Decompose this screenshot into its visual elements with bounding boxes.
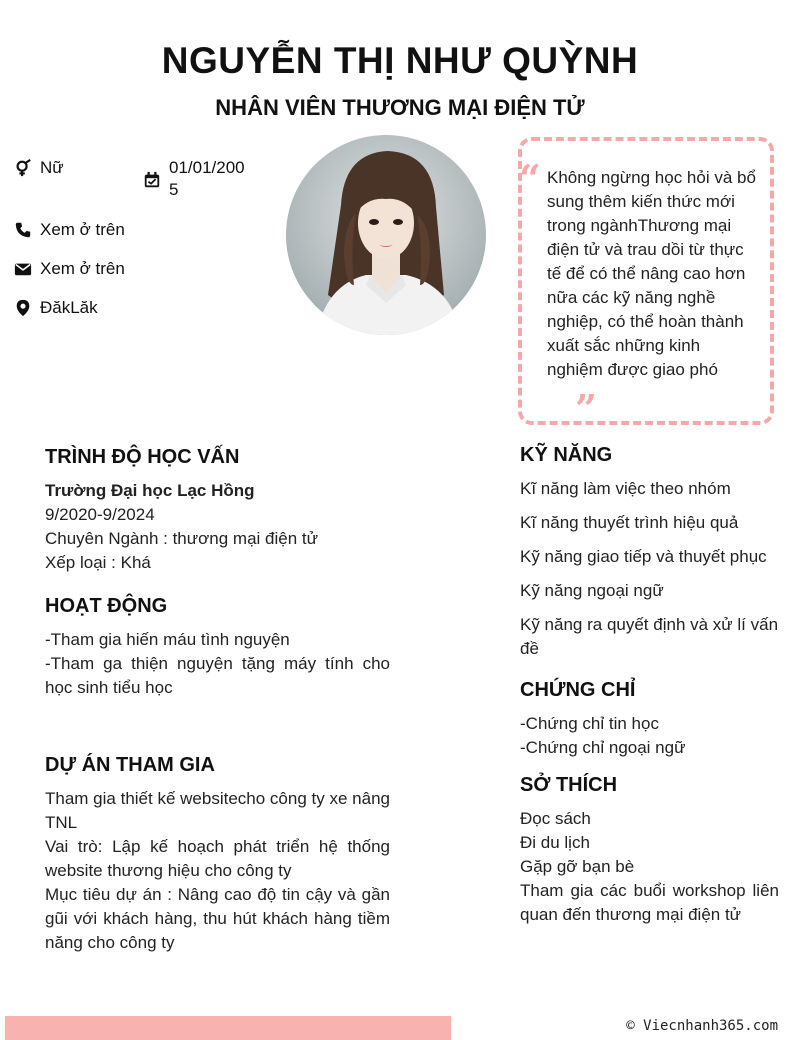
location-row [14, 297, 98, 319]
copyright-text: © Viecnhanh365.com [626, 1018, 778, 1034]
phone-icon [14, 221, 32, 239]
certificate-item: -Chứng chỉ ngoại ngữ [520, 738, 686, 757]
education-heading: TRÌNH ĐỘ HỌC VẤN [45, 446, 240, 468]
job-title: NHÂN VIÊN THƯƠNG MẠI ĐIỆN TỬ [215, 95, 585, 120]
skill-item: Kĩ năng thuyết trình hiệu quả [520, 513, 739, 532]
skills-list [520, 477, 779, 661]
certificates-heading: CHỨNG CHỈ [520, 679, 636, 701]
phone-row [14, 219, 125, 241]
hobby-item: Đi du lịch [520, 833, 590, 852]
email-row [14, 258, 125, 280]
education-block [45, 479, 390, 575]
quote-open-icon: “ [519, 156, 541, 201]
hobby-item: Đọc sách [520, 809, 591, 828]
hobby-item: Tham gia các buổi workshop liên quan đến thương mại điện tử [520, 881, 779, 924]
email-icon [14, 260, 32, 278]
career-objective: Không ngừng học hỏi và bổ sung thêm kiến thức mới trong ngànhThương mại điện tử và trau dồi từ thực tế để có thể nâng cao hơn nữa các kỹ năng nghề nghiệp, có thể hoàn thành xuất sắc những kinh nghiệm được giao phó [547, 168, 756, 379]
school-name: Trường Đại học Lạc Hồng [45, 481, 255, 500]
location-icon [14, 299, 32, 317]
activities-heading: HOẠT ĐỘNG [45, 595, 168, 617]
certificates-list [520, 712, 779, 760]
right-column [520, 444, 779, 927]
projects-list [45, 787, 390, 955]
projects-heading: DỰ ÁN THAM GIA [45, 754, 215, 776]
birthday-row [143, 157, 259, 201]
skill-item: Kỹ năng giao tiếp và thuyết phục [520, 547, 767, 566]
hobbies-heading: SỞ THÍCH [520, 774, 618, 796]
skill-item: Kỹ năng ngoại ngữ [520, 581, 664, 600]
skills-heading: KỸ NĂNG [520, 444, 613, 466]
birthday-value-line2: 5 [169, 180, 179, 199]
footer-accent-bar [5, 1016, 451, 1040]
hobby-item: Gặp gỡ bạn bè [520, 857, 635, 876]
activity-item: -Tham ga thiện nguyện tặng máy tính cho học sinh tiểu học [45, 654, 390, 697]
location-value: ĐăkLăk [40, 298, 98, 317]
project-item: Mục tiêu dự án : Nâng cao độ tin cậy và gần gũi với khách hàng, thu hút khách hàng tiềm năng cho công ty [45, 885, 390, 952]
profile-photo [286, 135, 486, 335]
grade: Xếp loại : Khá [45, 553, 151, 572]
phone-value: Xem ở trên [40, 220, 125, 239]
gender-value: Nữ [40, 158, 64, 177]
skill-item: Kĩ năng làm việc theo nhóm [520, 479, 731, 498]
gender-row [14, 157, 64, 179]
gender-icon [14, 159, 32, 177]
major: Chuyên Ngành : thương mại điện tử [45, 529, 319, 548]
calendar-icon [143, 171, 161, 189]
activity-item: -Tham gia hiến máu tình nguyện [45, 630, 290, 649]
candidate-name: NGUYỄN THỊ NHƯ QUỲNH [161, 40, 639, 81]
quote-close-icon: ” [575, 386, 597, 431]
birthday-value-line1: 01/01/200 [169, 158, 245, 177]
skill-item: Kỹ năng ra quyết định và xử lí vấn đề [520, 615, 779, 658]
activities-list [45, 628, 390, 700]
left-column [45, 446, 390, 955]
certificate-item: -Chứng chỉ tin học [520, 714, 659, 733]
project-item: Vai trò: Lập kế hoạch phát triển hệ thống website thương hiệu cho công ty [45, 837, 390, 880]
email-value: Xem ở trên [40, 259, 125, 278]
hobbies-list [520, 807, 779, 927]
study-period: 9/2020-9/2024 [45, 505, 155, 524]
project-item: Tham gia thiết kế websitecho công ty xe nâng TNL [45, 789, 390, 832]
